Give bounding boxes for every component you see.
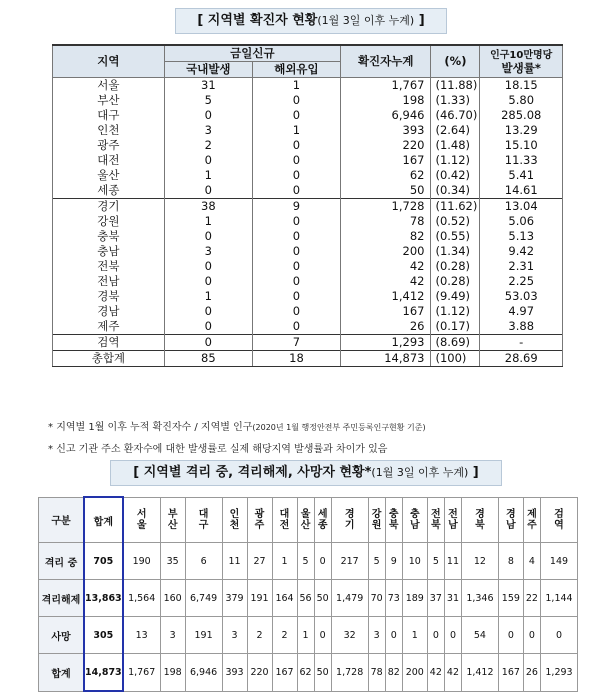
table2-title-main: [ 지역별 격리 중, 격리해제, 사망자 현황* xyxy=(133,465,372,480)
region-header-label: 검역 xyxy=(554,508,564,531)
rate-cell: 2.25 xyxy=(480,274,563,289)
domestic-cell: 1 xyxy=(164,168,252,183)
value-cell: 4 xyxy=(523,543,540,580)
row-label: 합계 xyxy=(39,654,85,692)
value-cell: 54 xyxy=(462,617,499,654)
region-header-label: 제주 xyxy=(527,508,537,531)
percent-cell: (1.12) xyxy=(431,153,480,168)
domestic-cell: 5 xyxy=(164,93,252,108)
cumulative-cell: 42 xyxy=(341,259,431,274)
region-header-label: 강원 xyxy=(371,508,382,531)
region-header-label: 경남 xyxy=(506,508,516,531)
rate-cell: 11.33 xyxy=(480,153,563,168)
region-header xyxy=(185,497,222,543)
domestic-cell: 0 xyxy=(164,274,252,289)
note-1-small: (2020년 1월 행정안전부 주민등록인구현황 기준) xyxy=(252,423,426,432)
region-cell: 경기 xyxy=(53,199,165,215)
overseas-cell: 0 xyxy=(252,153,340,168)
value-cell: 22 xyxy=(523,580,540,617)
region-header xyxy=(314,497,331,543)
value-cell: 1,479 xyxy=(331,580,368,617)
header-rate-line2: 발생률* xyxy=(501,60,541,75)
value-cell: 0 xyxy=(314,617,331,654)
value-cell: 1,412 xyxy=(462,654,499,692)
rate-cell: 285.08 xyxy=(480,108,563,123)
rate-cell: 28.69 xyxy=(480,351,563,367)
value-cell: 42 xyxy=(427,654,444,692)
overseas-cell: 0 xyxy=(252,138,340,153)
value-cell: 6,749 xyxy=(185,580,222,617)
table1-title-close: ] xyxy=(418,13,425,28)
row-total: 14,873 xyxy=(84,654,123,692)
header-daily-new: 금일신규 xyxy=(164,45,340,62)
rate-cell: 5.41 xyxy=(480,168,563,183)
table2-title xyxy=(110,460,502,486)
confirmed-cases-body xyxy=(53,78,563,367)
isolation-status-table xyxy=(38,496,578,692)
value-cell: 160 xyxy=(160,580,185,617)
region-cell: 충남 xyxy=(53,244,165,259)
domestic-cell: 31 xyxy=(164,78,252,94)
region-header xyxy=(331,497,368,543)
note-1-text: 지역별 1월 이후 누적 확진자수 / 지역별 인구 xyxy=(56,422,253,433)
table2-title-sub: (1월 3일 이후 누계) xyxy=(371,466,469,479)
cumulative-cell: 26 xyxy=(341,319,431,335)
overseas-cell: 0 xyxy=(252,168,340,183)
percent-cell: (0.55) xyxy=(431,229,480,244)
region-cell: 경북 xyxy=(53,289,165,304)
region-header xyxy=(222,497,247,543)
overseas-cell: 0 xyxy=(252,108,340,123)
value-cell: 62 xyxy=(297,654,314,692)
value-cell: 82 xyxy=(385,654,402,692)
region-cell: 충북 xyxy=(53,229,165,244)
region-header-label: 서울 xyxy=(136,508,147,531)
value-cell: 5 xyxy=(297,543,314,580)
region-cell: 전남 xyxy=(53,274,165,289)
note-2-text: 신고 기관 주소 환자수에 대한 발생률로 실제 해당지역 발생률과 차이가 있음 xyxy=(56,444,388,455)
overseas-cell: 1 xyxy=(252,78,340,94)
domestic-cell: 0 xyxy=(164,153,252,168)
region-header xyxy=(444,497,461,543)
value-cell: 6,946 xyxy=(185,654,222,692)
percent-cell: (1.48) xyxy=(431,138,480,153)
value-cell: 9 xyxy=(385,543,402,580)
percent-cell: (0.42) xyxy=(431,168,480,183)
region-cell: 강원 xyxy=(53,214,165,229)
table1-title-main: [ 지역별 확진자 현황 xyxy=(197,13,318,28)
region-header-label: 대전 xyxy=(279,508,290,531)
overseas-cell: 0 xyxy=(252,229,340,244)
cumulative-cell: 200 xyxy=(341,244,431,259)
table-row xyxy=(53,199,563,215)
overseas-cell: 0 xyxy=(252,274,340,289)
value-cell: 1,293 xyxy=(540,654,577,692)
region-cell: 부산 xyxy=(53,93,165,108)
value-cell: 50 xyxy=(314,580,331,617)
note-1-bullet: * xyxy=(48,422,53,433)
overseas-cell: 1 xyxy=(252,123,340,138)
cumulative-cell: 1,293 xyxy=(341,335,431,351)
region-header xyxy=(297,497,314,543)
percent-cell: (0.17) xyxy=(431,319,480,335)
region-header-label: 부산 xyxy=(167,508,178,531)
rate-cell: 15.10 xyxy=(480,138,563,153)
region-header-label: 세종 xyxy=(317,508,328,531)
region-cell: 경남 xyxy=(53,304,165,319)
overseas-cell: 9 xyxy=(252,199,340,215)
region-header xyxy=(272,497,297,543)
rate-cell: 13.04 xyxy=(480,199,563,215)
percent-cell: (0.34) xyxy=(431,183,480,199)
domestic-cell: 0 xyxy=(164,229,252,244)
value-cell: 190 xyxy=(123,543,161,580)
table-row xyxy=(53,183,563,199)
value-cell: 1,346 xyxy=(462,580,499,617)
header-region: 지역 xyxy=(53,45,165,78)
value-cell: 78 xyxy=(368,654,385,692)
cumulative-cell: 1,412 xyxy=(341,289,431,304)
region-cell: 제주 xyxy=(53,319,165,335)
rate-cell: 13.29 xyxy=(480,123,563,138)
value-cell: 6 xyxy=(185,543,222,580)
percent-cell: (46.70) xyxy=(431,108,480,123)
table-row xyxy=(53,153,563,168)
region-cell: 울산 xyxy=(53,168,165,183)
value-cell: 189 xyxy=(402,580,427,617)
note-1 xyxy=(48,418,426,433)
row-label: 격리 중 xyxy=(39,543,85,580)
rate-cell: 53.03 xyxy=(480,289,563,304)
table-row xyxy=(39,543,578,580)
table-row xyxy=(53,244,563,259)
region-header xyxy=(368,497,385,543)
percent-cell: (1.33) xyxy=(431,93,480,108)
cumulative-cell: 198 xyxy=(341,93,431,108)
domestic-cell: 0 xyxy=(164,304,252,319)
region-header-label: 충북 xyxy=(388,508,399,531)
overseas-cell: 0 xyxy=(252,244,340,259)
region-header xyxy=(427,497,444,543)
value-cell: 198 xyxy=(160,654,185,692)
cumulative-cell: 14,873 xyxy=(341,351,431,367)
overseas-cell: 18 xyxy=(252,351,340,367)
value-cell: 26 xyxy=(523,654,540,692)
region-header xyxy=(462,497,499,543)
value-cell: 1,564 xyxy=(123,580,161,617)
overseas-cell: 7 xyxy=(252,335,340,351)
region-header-label: 경기 xyxy=(344,508,355,531)
value-cell: 32 xyxy=(331,617,368,654)
value-cell: 0 xyxy=(498,617,523,654)
value-cell: 13 xyxy=(123,617,161,654)
overseas-cell: 0 xyxy=(252,214,340,229)
note-2-bullet: * xyxy=(48,444,53,455)
domestic-cell: 1 xyxy=(164,214,252,229)
table-row xyxy=(53,123,563,138)
overseas-cell: 0 xyxy=(252,93,340,108)
percent-cell: (0.28) xyxy=(431,274,480,289)
domestic-cell: 0 xyxy=(164,319,252,335)
table2-title-close: ] xyxy=(472,465,479,480)
region-header xyxy=(498,497,523,543)
value-cell: 191 xyxy=(247,580,272,617)
region-header xyxy=(123,497,161,543)
isolation-status-body xyxy=(39,543,578,692)
cumulative-cell: 82 xyxy=(341,229,431,244)
rate-cell: 5.06 xyxy=(480,214,563,229)
percent-cell: (11.62) xyxy=(431,199,480,215)
region-cell: 서울 xyxy=(53,78,165,94)
table-row xyxy=(53,78,563,94)
cumulative-cell: 1,767 xyxy=(341,78,431,94)
region-header xyxy=(385,497,402,543)
rate-cell: 14.61 xyxy=(480,183,563,199)
value-cell: 3 xyxy=(368,617,385,654)
table-row xyxy=(53,351,563,367)
value-cell: 0 xyxy=(540,617,577,654)
value-cell: 164 xyxy=(272,580,297,617)
percent-cell: (100) xyxy=(431,351,480,367)
row-label: 격리해제 xyxy=(39,580,85,617)
value-cell: 11 xyxy=(222,543,247,580)
value-cell: 217 xyxy=(331,543,368,580)
value-cell: 379 xyxy=(222,580,247,617)
domestic-cell: 3 xyxy=(164,123,252,138)
table1-title-sub: (1월 3일 이후 누계) xyxy=(317,14,415,27)
header-percent: (%) xyxy=(431,45,480,78)
value-cell: 35 xyxy=(160,543,185,580)
header-cumulative: 확진자누계 xyxy=(341,45,431,78)
note-2 xyxy=(48,440,387,455)
value-cell: 5 xyxy=(427,543,444,580)
region-header-label: 광주 xyxy=(254,508,265,531)
header-overseas: 해외유입 xyxy=(252,62,340,78)
cumulative-cell: 50 xyxy=(341,183,431,199)
region-header xyxy=(247,497,272,543)
cumulative-cell: 42 xyxy=(341,274,431,289)
table-row xyxy=(53,304,563,319)
cumulative-cell: 393 xyxy=(341,123,431,138)
value-cell: 0 xyxy=(523,617,540,654)
rate-cell: 4.97 xyxy=(480,304,563,319)
value-cell: 167 xyxy=(272,654,297,692)
row-total: 305 xyxy=(84,617,123,654)
percent-cell: (0.28) xyxy=(431,259,480,274)
region-cell: 광주 xyxy=(53,138,165,153)
table-row xyxy=(53,335,563,351)
region-cell: 총합계 xyxy=(53,351,165,367)
value-cell: 31 xyxy=(444,580,461,617)
region-cell: 대구 xyxy=(53,108,165,123)
value-cell: 1 xyxy=(402,617,427,654)
domestic-cell: 38 xyxy=(164,199,252,215)
row-label: 사망 xyxy=(39,617,85,654)
table-row xyxy=(53,274,563,289)
domestic-cell: 2 xyxy=(164,138,252,153)
table-row xyxy=(53,229,563,244)
value-cell: 3 xyxy=(222,617,247,654)
value-cell: 167 xyxy=(498,654,523,692)
value-cell: 11 xyxy=(444,543,461,580)
overseas-cell: 0 xyxy=(252,304,340,319)
cumulative-cell: 167 xyxy=(341,153,431,168)
domestic-cell: 3 xyxy=(164,244,252,259)
domestic-cell: 85 xyxy=(164,351,252,367)
header-rate-line1: 인구10만명당 xyxy=(490,49,553,61)
value-cell: 42 xyxy=(444,654,461,692)
value-cell: 70 xyxy=(368,580,385,617)
table-row xyxy=(53,319,563,335)
value-cell: 0 xyxy=(385,617,402,654)
value-cell: 2 xyxy=(272,617,297,654)
overseas-cell: 0 xyxy=(252,289,340,304)
value-cell: 0 xyxy=(314,543,331,580)
table-row xyxy=(53,138,563,153)
value-cell: 27 xyxy=(247,543,272,580)
domestic-cell: 0 xyxy=(164,183,252,199)
rate-cell: - xyxy=(480,335,563,351)
overseas-cell: 0 xyxy=(252,259,340,274)
table-row xyxy=(39,580,578,617)
table-row xyxy=(53,259,563,274)
percent-cell: (1.12) xyxy=(431,304,480,319)
value-cell: 50 xyxy=(314,654,331,692)
rate-cell: 9.42 xyxy=(480,244,563,259)
value-cell: 5 xyxy=(368,543,385,580)
value-cell: 159 xyxy=(498,580,523,617)
percent-cell: (2.64) xyxy=(431,123,480,138)
table-row xyxy=(39,654,578,692)
region-header xyxy=(160,497,185,543)
value-cell: 149 xyxy=(540,543,577,580)
cumulative-cell: 220 xyxy=(341,138,431,153)
value-cell: 73 xyxy=(385,580,402,617)
table-row xyxy=(53,93,563,108)
row-total: 13,863 xyxy=(84,580,123,617)
cumulative-cell: 1,728 xyxy=(341,199,431,215)
table-row xyxy=(53,289,563,304)
value-cell: 1,767 xyxy=(123,654,161,692)
value-cell: 393 xyxy=(222,654,247,692)
table1-title xyxy=(175,8,447,34)
overseas-cell: 0 xyxy=(252,183,340,199)
region-header-label: 전북 xyxy=(431,508,441,531)
region-header xyxy=(402,497,427,543)
value-cell: 191 xyxy=(185,617,222,654)
value-cell: 37 xyxy=(427,580,444,617)
value-cell: 200 xyxy=(402,654,427,692)
region-header-label: 울산 xyxy=(300,508,311,531)
value-cell: 10 xyxy=(402,543,427,580)
confirmed-cases-table xyxy=(52,44,563,367)
rate-cell: 3.88 xyxy=(480,319,563,335)
rate-cell: 18.15 xyxy=(480,78,563,94)
value-cell: 0 xyxy=(444,617,461,654)
value-cell: 3 xyxy=(160,617,185,654)
region-header xyxy=(540,497,577,543)
value-cell: 1 xyxy=(272,543,297,580)
value-cell: 1,144 xyxy=(540,580,577,617)
percent-cell: (11.88) xyxy=(431,78,480,94)
value-cell: 8 xyxy=(498,543,523,580)
region-header-label: 대구 xyxy=(198,508,209,531)
region-header xyxy=(523,497,540,543)
region-header-label: 전남 xyxy=(448,508,458,531)
rate-cell: 5.80 xyxy=(480,93,563,108)
header-category: 구분 xyxy=(39,497,85,543)
cumulative-cell: 62 xyxy=(341,168,431,183)
region-cell: 인천 xyxy=(53,123,165,138)
rate-cell: 2.31 xyxy=(480,259,563,274)
overseas-cell: 0 xyxy=(252,319,340,335)
table-row xyxy=(53,168,563,183)
header-domestic: 국내발생 xyxy=(164,62,252,78)
region-header-label: 충남 xyxy=(409,508,420,531)
value-cell: 2 xyxy=(247,617,272,654)
percent-cell: (1.34) xyxy=(431,244,480,259)
region-cell: 대전 xyxy=(53,153,165,168)
table-row xyxy=(39,617,578,654)
percent-cell: (9.49) xyxy=(431,289,480,304)
cumulative-cell: 6,946 xyxy=(341,108,431,123)
header-rate xyxy=(480,45,563,78)
percent-cell: (8.69) xyxy=(431,335,480,351)
value-cell: 220 xyxy=(247,654,272,692)
domestic-cell: 0 xyxy=(164,108,252,123)
value-cell: 0 xyxy=(427,617,444,654)
value-cell: 56 xyxy=(297,580,314,617)
region-cell: 검역 xyxy=(53,335,165,351)
table-row xyxy=(53,108,563,123)
domestic-cell: 0 xyxy=(164,335,252,351)
value-cell: 1,728 xyxy=(331,654,368,692)
region-header-label: 경북 xyxy=(475,508,485,531)
cumulative-cell: 78 xyxy=(341,214,431,229)
value-cell: 1 xyxy=(297,617,314,654)
region-header-label: 인천 xyxy=(229,508,240,531)
percent-cell: (0.52) xyxy=(431,214,480,229)
row-total: 705 xyxy=(84,543,123,580)
domestic-cell: 1 xyxy=(164,289,252,304)
domestic-cell: 0 xyxy=(164,259,252,274)
value-cell: 12 xyxy=(462,543,499,580)
rate-cell: 5.13 xyxy=(480,229,563,244)
region-cell: 세종 xyxy=(53,183,165,199)
region-cell: 전북 xyxy=(53,259,165,274)
header-total: 합계 xyxy=(84,497,123,543)
table-row xyxy=(53,214,563,229)
cumulative-cell: 167 xyxy=(341,304,431,319)
